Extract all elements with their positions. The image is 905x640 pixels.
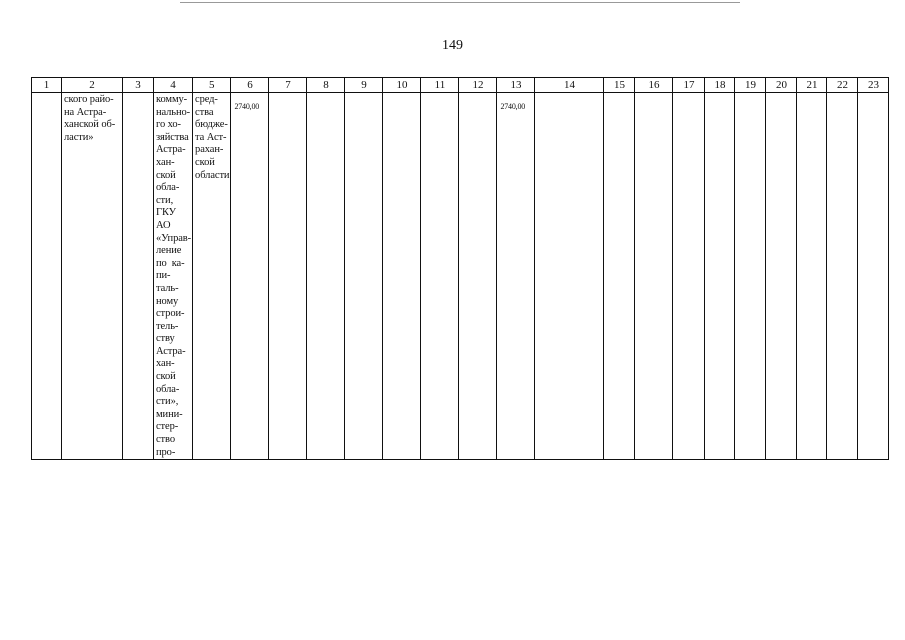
table-cell	[827, 93, 858, 460]
table-cell-region-name	[62, 93, 123, 460]
table-cell	[735, 93, 766, 460]
table-cell-executors	[154, 93, 193, 460]
table-cell	[766, 93, 797, 460]
table-cell	[345, 93, 383, 460]
table-cell	[269, 93, 307, 460]
column-header: 23	[858, 78, 889, 93]
funding-source-text: сред- ства бюдже- та Аст- рахан- ской области	[195, 94, 230, 181]
column-header: 12	[459, 78, 497, 93]
column-header: 14	[535, 78, 604, 93]
column-header: 4	[154, 78, 193, 93]
table-cell-amount-total	[231, 93, 269, 460]
column-header: 2	[62, 78, 123, 93]
column-header: 5	[193, 78, 231, 93]
column-number-header-row	[32, 78, 889, 93]
table-row	[32, 93, 889, 460]
scan-top-edge-line	[180, 2, 740, 3]
column-header: 16	[635, 78, 673, 93]
column-header: 19	[735, 78, 766, 93]
column-header: 10	[383, 78, 421, 93]
table-cell-funding-source	[193, 93, 231, 460]
column-header: 3	[123, 78, 154, 93]
column-header: 13	[497, 78, 535, 93]
column-header: 1	[32, 78, 62, 93]
column-header: 11	[421, 78, 459, 93]
budget-table	[31, 77, 889, 460]
table-cell	[535, 93, 604, 460]
amount-total-value: 2740,00	[234, 102, 260, 111]
region-name-text: ского райо- на Астра- ханской об- ласти»	[64, 94, 116, 143]
table-cell	[32, 93, 62, 460]
column-header: 18	[705, 78, 735, 93]
column-header: 9	[345, 78, 383, 93]
table-cell	[421, 93, 459, 460]
table-cell	[673, 93, 705, 460]
column-header: 21	[797, 78, 827, 93]
column-header: 20	[766, 78, 797, 93]
table-cell	[604, 93, 635, 460]
executors-text: комму- нально- го хо- зяйства Астра- хан- ской обла- сти, ГКУ АО «Управ- ление по ка- пи- таль- ному строи- тель- ству Астра- хан- ской обла- сти», мини- стер- ство про-	[156, 94, 192, 458]
table-cell	[307, 93, 345, 460]
table-cell	[383, 93, 421, 460]
column-header: 8	[307, 78, 345, 93]
column-header: 7	[269, 78, 307, 93]
amount-year-value: 2740,00	[500, 102, 526, 111]
column-header: 6	[231, 78, 269, 93]
page-number: 149	[442, 38, 463, 53]
table-cell-amount-year	[497, 93, 535, 460]
table-cell	[858, 93, 889, 460]
column-header: 15	[604, 78, 635, 93]
column-header: 22	[827, 78, 858, 93]
table-cell	[705, 93, 735, 460]
column-header: 17	[673, 78, 705, 93]
table-cell	[459, 93, 497, 460]
table-cell	[123, 93, 154, 460]
table-cell	[797, 93, 827, 460]
table-cell	[635, 93, 673, 460]
